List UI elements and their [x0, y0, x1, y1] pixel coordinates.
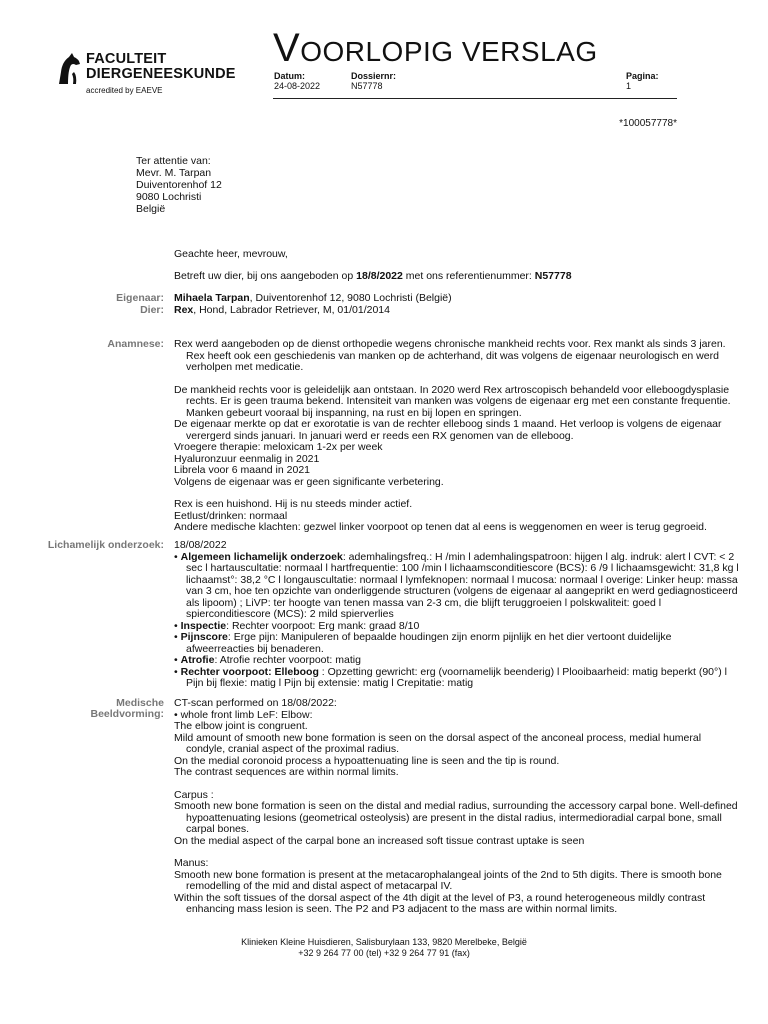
pagina-label: Pagina: — [626, 71, 659, 81]
exam-item-text: : Opzetting gewricht: erg (voornamelijk beenderig) l Plooibaarheid: matig beperkt (90°) l Pijn bij flexie: matig l Pijn bij extensie: matig l Crepitatie: matig — [186, 665, 727, 689]
betreft-date: 18/8/2022 — [356, 270, 403, 282]
exam-item-text: : Atrofie rechter voorpoot: matig — [214, 654, 361, 666]
title-rest: OORLOPIG VERSLAG — [300, 36, 598, 67]
pagina-value: 1 — [626, 81, 632, 91]
anamnese-paragraph: Rex is een huishond. Hij is nu steeds minder actief. — [174, 498, 413, 510]
accreditation-text: accredited by EAEVE — [86, 86, 163, 95]
exam-item — [174, 632, 740, 655]
imaging-line: Mild amount of smooth new bone formation is seen on the dorsal aspect of the anconeal process, medial humeral condyle, cranial aspect of the proximal radius. — [174, 731, 702, 755]
exam-label: Lichamelijk onderzoek: — [47, 539, 164, 551]
owner-label: Eigenaar: — [116, 292, 164, 304]
imaging-line: Smooth new bone formation is present at the metacarophalangeal joints of the 2nd to 5th digits. There is smooth bone remodelling of the mid and distal aspect of metacarpal IV. — [174, 868, 722, 892]
faculty-name-line2: DIERGENEESKUNDE — [86, 66, 236, 82]
footer — [0, 937, 768, 959]
datum-value: 24-08-2022 — [274, 81, 321, 91]
imaging-label-2: Beeldvorming: — [90, 708, 164, 720]
recipient-address — [136, 155, 222, 215]
exam-item-text: : Rechter voorpoot: Erg mank: graad 8/10 — [226, 619, 420, 632]
anamnese-paragraph: Eetlust/drinken: normaal — [174, 509, 288, 522]
exam-item-title: Algemeen lichamelijk onderzoek — [180, 550, 343, 563]
imaging-line: On the medial aspect of the carpal bone an increased soft tissue contrast uptake is seen — [174, 834, 585, 847]
carpus-heading: Carpus : — [174, 788, 214, 801]
footer-address: Klinieken Kleine Huisdieren, Salisburylaan 133, 9820 Merelbeke, België — [241, 937, 527, 947]
address-line: Mevr. M. Tarpan — [136, 167, 212, 179]
datum-label: Datum: — [274, 71, 305, 81]
exam-item-title: Inspectie — [180, 619, 227, 632]
imaging-line: The elbow joint is congruent. — [174, 720, 308, 732]
betreft-ref: N57778 — [534, 270, 572, 282]
anamnese-label: Anamnese: — [107, 338, 164, 350]
imaging-line: The contrast sequences are within normal limits. — [174, 766, 399, 778]
anamnese-paragraph: Librela voor 6 maand in 2021 — [174, 464, 311, 476]
exam-section — [174, 540, 740, 690]
bullet: • — [174, 631, 178, 643]
anamnese-paragraph: De eigenaar merkte op dat er exorotatie is van de rechter elleboog sinds 1 maand. Het verloop is volgens de eigenaar verergerd sinds januari. In januari werd er reeds een RX genomen van de elleboog. — [174, 418, 722, 442]
imaging-line: On the medial coronoid process a hypoattenuating line is seen and the tip is round. — [174, 754, 560, 767]
owner-value — [174, 293, 740, 305]
address-line: Duiventorenhof 12 — [136, 179, 222, 191]
exam-item — [174, 667, 740, 690]
exam-date: 18/08/2022 — [174, 539, 227, 551]
exam-item-text: : ademhalingsfreq.: H /min l ademhalingspatroon: hijgen l alg. indruk: alert l CVT: < 2 sec l hartauscultatie: normaal l hartfrequentie: 100 /min l lichaamsconditiescore (BCS): 6 /9 l lichaamsgewicht: 31,8 kg l lichaamst°: 38,2 °C l longauscultatie: normaal l lymfeknopen: normaal l mucosa: normaal l overige: Linker heup: massa van 3 cm, hoe ten opzichte van onderliggende structuren (volgens de eigenaar al aangeprikt en werd gediagnosticeerd als lipoom) ; LiVP: ter hoogte van tenen massa van 2-3 cm, die blijft teruggroeien l polskwaliteit: goed l spierconditiescore (MCS): 2 mild spierverlies — [186, 550, 739, 620]
exam-item-text: : Erge pijn: Manipuleren of bepaalde houdingen zijn enorm pijnlijk en het dier vertoont duidelijke afweerreacties bij benaderen. — [186, 631, 672, 655]
imaging-line: Smooth new bone formation is seen on the distal and medial radius, surrounding the accessory carpal bone. Well-defined hypoattenuating lesions (geometrical osteolysis) are present in the distal radius, intermedioradial carpal bone, small carpal bones. — [174, 800, 738, 835]
anamnese-paragraph: Volgens de eigenaar was er geen significante verbetering. — [174, 475, 444, 488]
anamnese-paragraph: Hyaluronzuur eenmalig in 2021 — [174, 452, 320, 465]
dossier-label: Dossiernr: — [351, 71, 397, 81]
anamnese-paragraph: De mankheid rechts voor is geleidelijk aan ontstaan. In 2020 werd Rex artroscopisch behandeld voor elleboogdysplasie rechts. Er is geen trauma bekend. Intensiteit van manken was volgens de eigenaar erg met een constante frequentie. Manken gebeurt vooraal bij inspanning, na rust en bij lopen en springen. — [174, 383, 731, 419]
imaging-label-1: Medische — [116, 697, 164, 709]
footer-phone: +32 9 264 77 00 (tel) +32 9 264 77 91 (fax) — [298, 948, 470, 958]
anamnese-paragraph: Vroegere therapie: meloxicam 1-2x per week — [174, 441, 383, 453]
animal-value — [174, 305, 740, 317]
address-line: 9080 Lochristi — [136, 191, 202, 203]
document-title — [273, 28, 598, 72]
exam-item — [174, 552, 740, 621]
manus-heading: Manus: — [174, 857, 209, 869]
address-line: België — [136, 203, 166, 215]
bullet: • — [174, 665, 178, 678]
owner-name: Mihaela Tarpan — [174, 292, 250, 304]
exam-item-title: Rechter voorpoot: Elleboog — [180, 665, 319, 678]
betreft-mid: met ons referentienummer: — [402, 270, 535, 282]
dossier-value: N57778 — [351, 81, 383, 91]
betreft-pre: Betreft uw dier, bij ons aangeboden op — [174, 270, 357, 282]
salutation: Geachte heer, mevrouw, — [174, 248, 288, 260]
anamnese-paragraph: Andere medische klachten: gezwel linker voorpoot op tenen dat al eens is weggenomen en weer is terug gegroeid. — [174, 521, 707, 533]
betreft-line — [174, 271, 740, 283]
horse-logo-icon — [56, 50, 82, 86]
anamnese-section — [174, 339, 740, 534]
title-initial: V — [273, 26, 301, 70]
exam-item-title: Atrofie — [180, 654, 215, 666]
imaging-section — [174, 698, 740, 916]
bullet: • — [174, 619, 178, 632]
animal-details: , Hond, Labrador Retriever, M, 01/01/2014 — [193, 304, 390, 316]
owner-details: , Duiventorenhof 12, 9080 Lochristi (België) — [249, 292, 452, 304]
anamnese-paragraph: Rex werd aangeboden op de dienst orthopedie wegens chronische mankheid rechts voor. Rex mankt als sinds 3 jaren. Rex heeft ook een geschiedenis van manken op de achterhand, dit was volgens de eigenaar neurologisch en werd verholpen met medicatie. — [174, 338, 726, 373]
animal-name: Rex — [174, 304, 194, 316]
header-divider — [273, 98, 677, 99]
barcode-text: *100057778* — [619, 118, 677, 129]
bullet: • — [174, 654, 178, 666]
exam-item-title: Pijnscore — [180, 631, 228, 643]
imaging-line: CT-scan performed on 18/08/2022: — [174, 697, 337, 709]
imaging-line: Within the soft tissues of the dorsal aspect of the 4th digit at the level of P3, a round heterogeneous mildly contrast enhancing mass lesion is seen. The P2 and P3 adjacent to the mass are within normal limits. — [174, 891, 706, 915]
imaging-line: • whole front limb LeF: Elbow: — [174, 708, 313, 721]
address-line: Ter attentie van: — [136, 155, 211, 167]
faculty-name-line1: FACULTEIT — [86, 51, 167, 67]
bullet: • — [174, 550, 178, 563]
animal-label: Dier: — [140, 304, 164, 316]
